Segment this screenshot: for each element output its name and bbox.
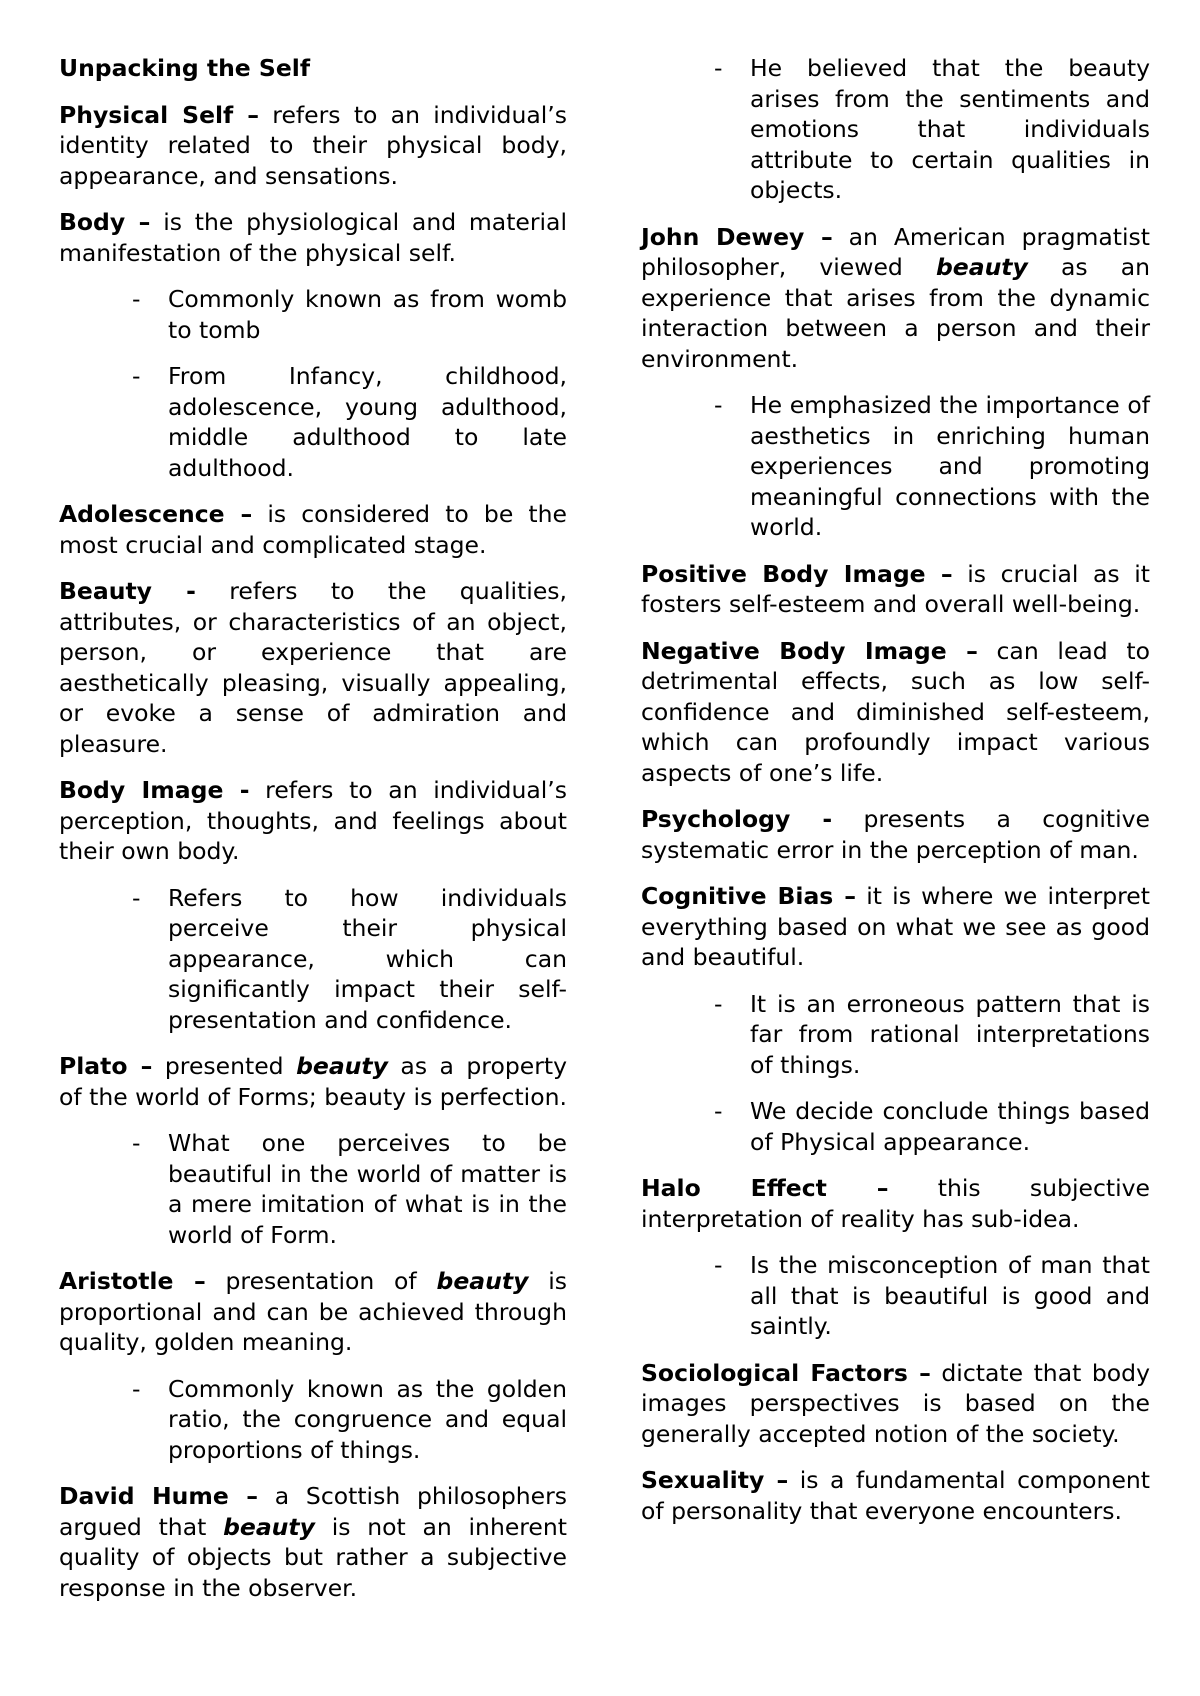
emphasis-beauty: beauty	[436, 1267, 529, 1295]
definition-text: refers to the qualities, attributes, or characteristics of an object, person, or experience that are aesthetically pleasing, visually appealing, or evoke a sense of admiration and pleasure.	[59, 577, 567, 758]
bullet-text: From Infancy, childhood, adolescence, young adulthood, middle adulthood to late adulthood.	[168, 362, 567, 482]
definition-text: is crucial as it fosters self-esteem and overall well-being.	[641, 559, 1150, 618]
bullet-item	[641, 1096, 1150, 1157]
definition-body	[59, 207, 567, 268]
term-body: Body –	[59, 208, 151, 236]
definition-physical-self	[59, 100, 567, 192]
bullet-dash: -	[714, 1251, 723, 1279]
term-aristotle: Aristotle –	[59, 1267, 206, 1295]
bullet-dash: -	[714, 391, 723, 419]
definition-adolescence	[59, 499, 567, 560]
definition-david-hume	[59, 1481, 567, 1603]
bullet-dash: -	[132, 362, 141, 390]
bullet-item	[59, 1374, 567, 1466]
definition-aristotle	[59, 1266, 567, 1358]
term-sexuality: Sexuality –	[641, 1466, 789, 1494]
document-title: Unpacking the Self	[59, 54, 311, 82]
bullet-item	[641, 390, 1150, 543]
definition-plato	[59, 1051, 567, 1112]
emphasis-beauty: beauty	[223, 1512, 315, 1541]
term-sociological-factors: Sociological Factors –	[641, 1358, 931, 1387]
bullet-dash: -	[132, 1374, 141, 1403]
definition-text: is considered to be the most crucial and complicated stage.	[59, 500, 567, 559]
term-cognitive-bias: Cognitive Bias –	[641, 882, 856, 910]
bullet-dash: -	[132, 1129, 141, 1157]
term-beauty: Beauty -	[59, 577, 196, 605]
bullet-text: He believed that the beauty arises from the sentiments and emotions that individuals attribute to certain qualities in objects.	[750, 54, 1150, 204]
term-psychology: Psychology -	[641, 805, 833, 833]
right-column	[641, 53, 1150, 1542]
bullet-text: Commonly known as from womb to tomb	[168, 285, 567, 344]
definition-text: a Scottish philosophers argued that	[59, 1482, 567, 1541]
bullet-text: He emphasized the importance of aesthetics in enriching human experiences and promoting meaningful connections with the world.	[750, 391, 1150, 541]
bullet-item	[641, 53, 1150, 206]
term-physical-self: Physical Self –	[59, 100, 260, 129]
definition-text: presented	[152, 1052, 297, 1080]
term-body-image: Body Image -	[59, 776, 250, 804]
bullet-item	[59, 284, 567, 345]
definition-negative-body-image	[641, 636, 1150, 789]
term-david-hume: David Hume –	[59, 1482, 259, 1510]
term-adolescence: Adolescence –	[59, 500, 253, 528]
definition-beauty	[59, 576, 567, 759]
bullet-dash: -	[714, 54, 723, 82]
bullet-text: What one perceives to be beautiful in the world of matter is a mere imitation of what is in the world of Form.	[168, 1129, 567, 1249]
left-column	[59, 53, 567, 1619]
bullet-text: Is the misconception of man that all that is beautiful is good and saintly.	[750, 1251, 1150, 1340]
bullet-item	[59, 883, 567, 1036]
emphasis-beauty: beauty	[296, 1052, 388, 1080]
bullet-text: Commonly known as the golden ratio, the congruence and equal proportions of things.	[168, 1374, 567, 1464]
definition-text: an American pragmatist philosopher, viewed	[641, 222, 1150, 281]
definition-text: is proportional and can be achieved through quality, golden meaning.	[59, 1267, 567, 1356]
definition-text: dictate that body images perspectives is based on the generally accepted notion of the society.	[641, 1358, 1150, 1448]
bullet-item	[641, 989, 1150, 1081]
bullet-dash: -	[714, 989, 723, 1018]
bullet-item	[59, 361, 567, 483]
term-plato: Plato –	[59, 1052, 153, 1080]
definition-text: it is where we interpret everything based on what we see as good and beautiful.	[641, 882, 1150, 971]
definition-text: is a fundamental component of personality that everyone encounters.	[641, 1466, 1151, 1525]
definition-text: presentation of	[205, 1267, 437, 1295]
definition-positive-body-image	[641, 559, 1150, 620]
definition-text: this subjective interpretation of reality has sub-idea.	[641, 1174, 1150, 1233]
definition-body-image	[59, 775, 567, 867]
bullet-dash: -	[714, 1097, 723, 1125]
bullet-item	[641, 1250, 1150, 1342]
definition-text: refers to an individual’s perception, thoughts, and feelings about their own body.	[59, 776, 568, 865]
bullet-text: We decide conclude things based of Physical appearance.	[750, 1097, 1150, 1156]
term-positive-body-image: Positive Body Image –	[641, 559, 953, 588]
definition-halo-effect	[641, 1173, 1150, 1234]
definition-text: as an experience that arises from the dynamic interaction between a person and their environment.	[641, 253, 1150, 373]
term-halo-effect: Halo Effect –	[641, 1174, 889, 1202]
bullet-item	[59, 1128, 567, 1250]
definition-john-dewey	[641, 222, 1150, 375]
definition-sexuality	[641, 1465, 1150, 1526]
definition-text: refers to an individual’s identity related to their physical body, appearance, and sensations.	[59, 100, 568, 190]
term-john-dewey: John Dewey –	[641, 222, 833, 251]
definition-cognitive-bias	[641, 881, 1150, 973]
definition-psychology	[641, 804, 1150, 865]
bullet-text: Refers to how individuals perceive their physical appearance, which can significantly impact their self-presentation and confidence.	[168, 883, 567, 1034]
definition-text: presents a cognitive systematic error in the perception of man.	[641, 805, 1150, 864]
bullet-text: It is an erroneous pattern that is far from rational interpretations of things.	[750, 989, 1150, 1079]
definition-text: is the physiological and material manifestation of the physical self.	[59, 208, 567, 267]
bullet-dash: -	[132, 883, 141, 912]
term-negative-body-image: Negative Body Image –	[641, 636, 978, 665]
definition-sociological-factors	[641, 1358, 1150, 1450]
definition-text: as a property of the world of Forms; beauty is perfection.	[59, 1052, 567, 1111]
bullet-dash: -	[132, 285, 141, 313]
emphasis-beauty: beauty	[935, 253, 1028, 281]
definition-text: is not an inherent quality of objects but rather a subjective response in the observer.	[59, 1512, 568, 1602]
definition-text: can lead to detrimental effects, such as low self-confidence and diminished self-esteem, which can profoundly impact various aspects of one’s life.	[641, 636, 1150, 787]
